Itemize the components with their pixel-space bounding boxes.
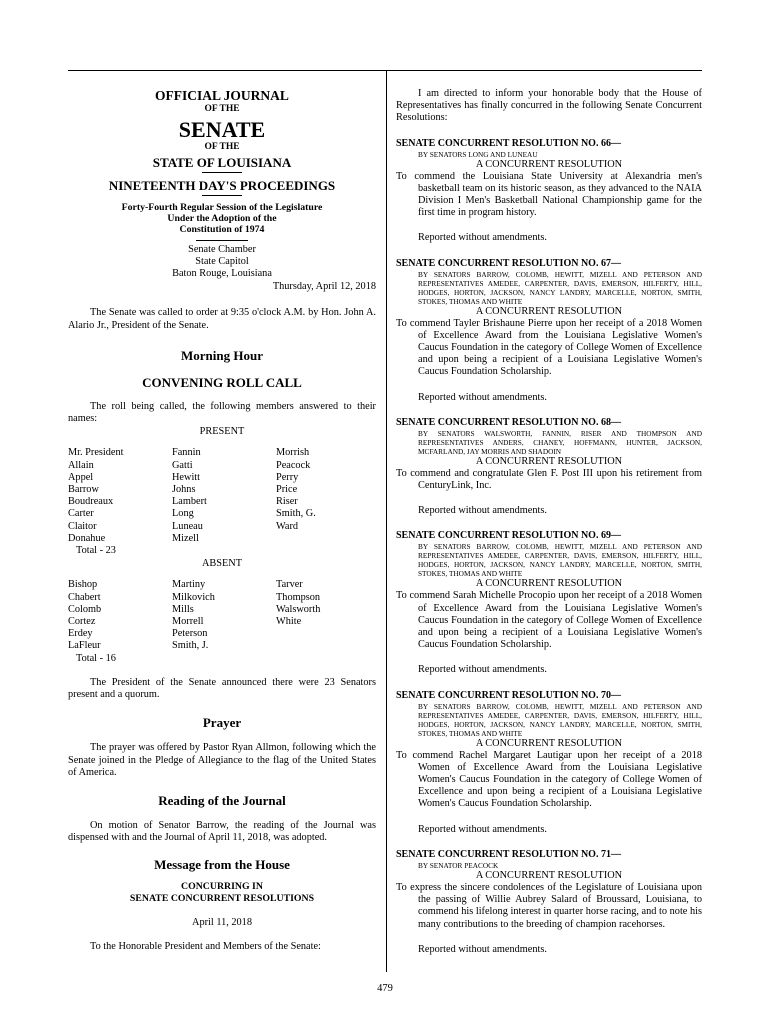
present-total: Total - 23	[76, 545, 116, 557]
morning-hour-heading: Morning Hour	[181, 347, 263, 363]
top-rule	[68, 70, 702, 71]
absent-member-name: Martiny	[172, 579, 206, 591]
concurring-line-1: CONCURRING IN	[181, 881, 263, 893]
absent-member-name: Tarver	[276, 579, 303, 591]
present-member-name: Claitor	[68, 520, 97, 532]
journal-title: OFFICIAL JOURNAL	[155, 88, 289, 103]
resolution-entry	[396, 690, 702, 836]
absent-member-name: White	[276, 616, 302, 628]
present-member-name: Peacock	[276, 459, 311, 471]
present-column-2	[172, 447, 276, 545]
of-the-2: OF THE	[204, 142, 240, 152]
present-member-name: Riser	[276, 496, 298, 508]
message-heading: Message from the House	[154, 857, 290, 873]
absent-column-2	[172, 579, 276, 652]
absent-member-name: Walsworth	[276, 603, 321, 615]
absent-total: Total - 16	[76, 652, 116, 664]
absent-member-name: LaFleur	[68, 640, 101, 652]
quorum-text: The President of the Senate announced there were 23 Senators present and a quorum.	[68, 676, 376, 701]
proceedings-title: NINETEENTH DAY'S PROCEEDINGS	[108, 178, 336, 193]
left-column	[68, 78, 376, 953]
reading-text: On motion of Senator Barrow, the reading of the Journal was dispensed with and the Journal of April 11, 2018, was adopted.	[68, 819, 376, 844]
resolution-type: A CONCURRENT RESOLUTION	[475, 158, 623, 170]
senate-title: SENATE	[178, 117, 266, 142]
resolution-body: To commend Tayler Brishaune Pierre upon her receipt of a 2018 Women of Excellence Award from the Louisiana Legislative Women's Caucus Foundation in the category of College Women of Excellence and upon being a recipient of a Louisiana Legislative Women's Caucus Foundation Scholarship.	[396, 317, 702, 378]
absent-member-name: Smith, J.	[172, 640, 209, 652]
present-member-name: Allain	[68, 459, 94, 471]
present-column-1	[68, 447, 172, 545]
resolution-entry	[396, 417, 702, 518]
message-date: April 11, 2018	[192, 916, 252, 928]
resolution-heading: SENATE CONCURRENT RESOLUTION NO. 71—	[396, 848, 621, 860]
absent-member-name: Morrell	[172, 616, 204, 628]
present-member-name: Perry	[276, 471, 299, 483]
absent-member-name: Erdey	[68, 628, 93, 640]
roll-intro: The roll being called, the following members answered to their names:	[68, 400, 376, 425]
absent-list	[68, 579, 376, 652]
session-line-1: Forty-Fourth Regular Session of the Legislature	[121, 202, 323, 213]
reading-heading: Reading of the Journal	[158, 792, 286, 808]
present-member-name: Lambert	[172, 496, 207, 508]
resolution-authors: BY SENATORS BARROW, COLOMB, HEWITT, MIZELL AND PETERSON AND REPRESENTATIVES AMEDEE, CARPENTER, DAVIS, EMERSON, HILFERTY, HILL, HODGES, HORTON, JACKSON, NANCY LANDRY, MARCELLE, NORTON, SMITH, STOKES, THOMAS AND WHITE	[418, 269, 702, 306]
absent-member-name: Chabert	[68, 591, 101, 603]
present-member-name: Appel	[68, 471, 94, 483]
divider	[202, 172, 242, 173]
absent-member-name: Bishop	[68, 579, 98, 591]
resolution-type: A CONCURRENT RESOLUTION	[475, 455, 623, 467]
present-member-name: Long	[172, 508, 194, 520]
resolution-reported: Reported without amendments.	[418, 823, 547, 835]
present-member-name: Boudreaux	[68, 496, 114, 508]
journal-date: Thursday, April 12, 2018	[272, 281, 376, 293]
location-line-1: Senate Chamber	[188, 243, 256, 255]
session-line-2: Under the Adoption of the	[167, 213, 277, 225]
location-line-3: Baton Rouge, Louisiana	[172, 268, 272, 280]
resolution-heading: SENATE CONCURRENT RESOLUTION NO. 70—	[396, 689, 621, 701]
roll-call-heading: CONVENING ROLL CALL	[142, 374, 302, 390]
present-member-name: Morrish	[276, 447, 310, 459]
resolution-reported: Reported without amendments.	[418, 943, 547, 955]
present-member-name: Johns	[172, 484, 196, 496]
present-member-name: Mr. President	[68, 447, 124, 459]
resolution-type: A CONCURRENT RESOLUTION	[475, 869, 623, 881]
present-member-name: Ward	[276, 520, 299, 532]
resolution-heading: SENATE CONCURRENT RESOLUTION NO. 66—	[396, 137, 621, 149]
prayer-heading: Prayer	[202, 715, 242, 731]
resolution-list	[396, 138, 702, 956]
intro-text: I am directed to inform your honorable body that the House of Representatives has finally concurred in the following Senate Concurrent Resolutions:	[396, 88, 702, 124]
right-column	[396, 78, 702, 956]
page-number: 479	[377, 983, 393, 994]
session-line-3: Constitution of 1974	[179, 224, 265, 236]
resolution-type: A CONCURRENT RESOLUTION	[475, 305, 623, 317]
present-member-name: Donahue	[68, 532, 106, 544]
present-member-name: Fannin	[172, 447, 201, 459]
resolution-authors: BY SENATORS BARROW, COLOMB, HEWITT, MIZELL AND PETERSON AND REPRESENTATIVES AMEDEE, CARPENTER, DAVIS, EMERSON, HILFERTY, HILL, HODGES, HORTON, JACKSON, NANCY LANDRY, MARCELLE, NORTON, SMITH, STOKES, THOMAS AND WHITE	[418, 542, 702, 579]
present-member-name: Smith, G.	[276, 508, 316, 520]
absent-column-1	[68, 579, 172, 652]
resolution-reported: Reported without amendments.	[418, 505, 547, 517]
resolution-body: To commend and congratulate Glen F. Post III upon his retirement from CenturyLink, Inc.	[396, 467, 702, 492]
resolution-reported: Reported without amendments.	[418, 232, 547, 244]
divider	[196, 240, 248, 241]
resolution-type: A CONCURRENT RESOLUTION	[475, 737, 623, 749]
present-member-name: Hewitt	[172, 471, 201, 483]
resolution-reported: Reported without amendments.	[418, 391, 547, 403]
resolution-entry	[396, 530, 702, 676]
resolution-body: To commend the Louisiana State University at Alexandria men's basketball team on its historic season, as they advanced to the NAIA Division I Men's Basketball National Championship game for the first time in program history.	[396, 170, 702, 219]
absent-member-name: Peterson	[172, 628, 208, 640]
present-member-name: Barrow	[68, 484, 99, 496]
resolution-heading: SENATE CONCURRENT RESOLUTION NO. 68—	[396, 416, 621, 428]
of-the-1: OF THE	[204, 104, 240, 114]
resolution-body: To commend Sarah Michelle Procopio upon her receipt of a 2018 Women of Excellence Award from the Louisiana Legislative Women's Caucus Foundation in the category of College Women of Excellence and upon being a recipient of a Louisiana Legislative Women's Caucus Foundation Scholarship.	[396, 590, 702, 651]
resolution-authors: BY SENATOR PEACOCK	[418, 860, 499, 870]
resolution-entry	[396, 849, 702, 956]
absent-member-name: Thompson	[276, 591, 321, 603]
prayer-text: The prayer was offered by Pastor Ryan Allmon, following which the Senate joined in the Pledge of Allegiance to the flag of the United States of America.	[68, 742, 376, 778]
absent-column-3	[276, 579, 376, 652]
present-column-3	[276, 447, 376, 545]
state-title: STATE OF LOUISIANA	[152, 155, 292, 170]
present-label: PRESENT	[199, 426, 245, 438]
resolution-heading: SENATE CONCURRENT RESOLUTION NO. 69—	[396, 530, 621, 542]
resolution-type: A CONCURRENT RESOLUTION	[475, 578, 623, 590]
absent-member-name: Cortez	[68, 616, 96, 628]
address-line: To the Honorable President and Members of the Senate:	[90, 940, 321, 952]
column-divider	[386, 70, 387, 972]
present-member-name: Gatti	[172, 459, 193, 471]
location-line-2: State Capitol	[195, 255, 249, 267]
resolution-entry	[396, 258, 702, 404]
present-member-name: Mizell	[172, 532, 199, 544]
resolution-heading: SENATE CONCURRENT RESOLUTION NO. 67—	[396, 257, 621, 269]
present-member-name: Price	[276, 484, 298, 496]
concurring-line-2: SENATE CONCURRENT RESOLUTIONS	[129, 892, 315, 904]
divider	[202, 195, 242, 196]
resolution-authors: BY SENATORS WALSWORTH, FANNIN, RISER AND THOMPSON AND REPRESENTATIVES ANDERS, CHANEY, HOFFMANN, HUNTER, JACKSON, MCFARLAND, JAY MORRIS AND SHADOIN	[418, 428, 702, 456]
resolution-body: To express the sincere condolences of the Legislature of Louisiana upon the passing of Willie Aubrey Salard of Broussard, Louisiana, to commend his lifelong interest in quarter horse racing, and to note his many contributions to the breeding of champion racehorses.	[396, 881, 702, 930]
absent-member-name: Mills	[172, 603, 194, 615]
present-member-name: Luneau	[172, 520, 203, 532]
present-list	[68, 447, 376, 545]
present-member-name: Carter	[68, 508, 94, 520]
resolution-entry	[396, 138, 702, 245]
resolution-body: To commend Rachel Margaret Lautigar upon her receipt of a 2018 Women of Excellence Award from the Louisiana Legislative Women's Caucus Foundation in the category of College Women of Excellence and upon being a recipient of a Louisiana Legislative Women's Caucus Foundation Scholarship.	[396, 749, 702, 810]
resolution-reported: Reported without amendments.	[418, 664, 547, 676]
resolution-authors: BY SENATORS LONG AND LUNEAU	[418, 149, 538, 159]
absent-label: ABSENT	[201, 558, 243, 570]
call-to-order: The Senate was called to order at 9:35 o'clock A.M. by Hon. John A. Alario Jr., President of the Senate.	[68, 307, 376, 331]
resolution-authors: BY SENATORS BARROW, COLOMB, HEWITT, MIZELL AND PETERSON AND REPRESENTATIVES AMEDEE, CARPENTER, DAVIS, EMERSON, HILFERTY, HILL, HODGES, HORTON, JACKSON, NANCY LANDRY, MARCELLE, NORTON, SMITH, STOKES, THOMAS AND WHITE	[418, 701, 702, 738]
absent-member-name: Milkovich	[172, 591, 215, 603]
absent-member-name: Colomb	[68, 603, 102, 615]
